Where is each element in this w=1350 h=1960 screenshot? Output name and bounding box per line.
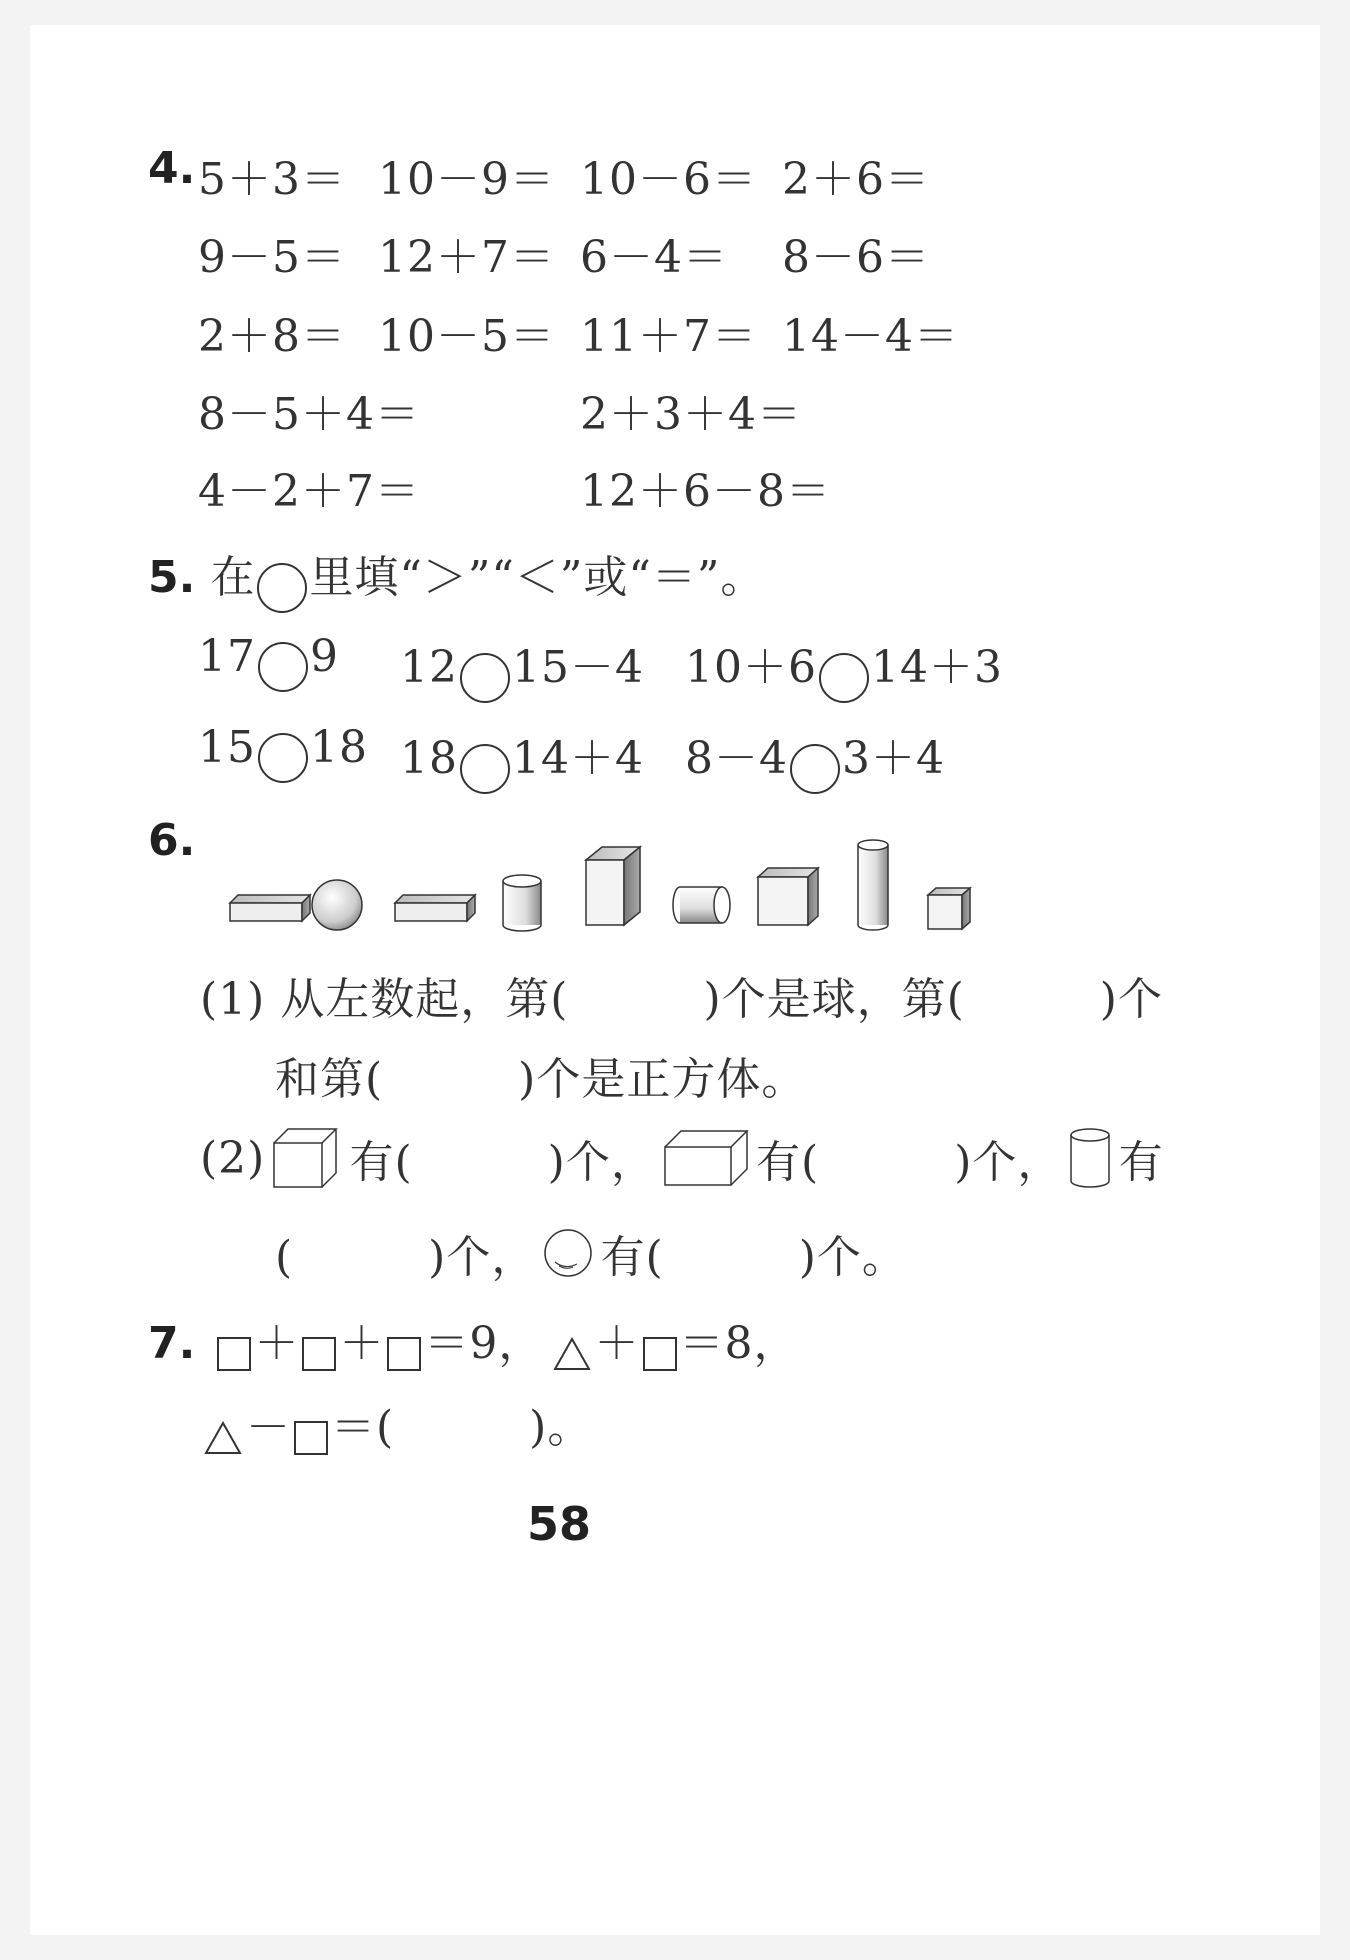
q7-line1 xyxy=(148,1307,799,1372)
q5-comparison-item xyxy=(198,722,368,783)
q6-part2-line2 xyxy=(275,1221,907,1285)
q6-part1-line1: (1) 从左数起，第( )个是球，第( )个 xyxy=(200,974,1163,1025)
cylinder-icon xyxy=(1067,1125,1113,1191)
q4-expression: 2＋8＝ xyxy=(198,311,346,362)
q7-eq9: ＝9， xyxy=(424,1318,544,1369)
cuboid-shape-2 xyxy=(395,895,475,921)
comparison-right: 15－4 xyxy=(512,642,644,693)
q7-eq8: ＝8， xyxy=(679,1318,799,1369)
comparison-left: 18 xyxy=(400,733,458,784)
q7-minus: － xyxy=(246,1402,291,1453)
cylinder-shape-3 xyxy=(858,840,888,930)
q5-comparison-item xyxy=(400,631,644,703)
comparison-left: 10＋6 xyxy=(685,642,817,693)
q7-plus-2: ＋ xyxy=(339,1318,385,1369)
q6-part2-cylinder-label: 有 xyxy=(1118,1137,1164,1188)
q6-part2-label: (2) xyxy=(200,1132,266,1184)
comparison-circle-icon[interactable] xyxy=(258,642,308,692)
comparison-right: 3＋4 xyxy=(842,733,945,784)
q7-plus-3: ＋ xyxy=(594,1318,640,1369)
q4-expression: 11＋7＝ xyxy=(580,311,757,362)
q5-comparison-item xyxy=(198,631,339,692)
q4-expression: 6－4＝ xyxy=(580,232,728,283)
sphere-shape xyxy=(312,880,362,930)
sphere-icon xyxy=(541,1226,595,1280)
comparison-left: 17 xyxy=(198,631,256,682)
cuboid-shape-1 xyxy=(230,895,310,921)
comparison-left: 15 xyxy=(198,722,256,773)
q6-solid-shapes-row xyxy=(190,795,1220,945)
comparison-circle-icon[interactable] xyxy=(460,744,510,794)
q6-part1-line2: 和第( )个是正方体。 xyxy=(275,1054,807,1105)
q6-part2-sphere-count: 有( )个。 xyxy=(600,1232,907,1283)
q4-mixed-expression: 2＋3＋4＝ xyxy=(580,389,802,440)
q6-part2-cube-count: 有( )个， xyxy=(349,1137,656,1188)
cube-icon xyxy=(270,1125,344,1191)
q4-expression: 12＋7＝ xyxy=(378,232,555,283)
q4-expression: 2＋6＝ xyxy=(782,154,930,205)
square-icon xyxy=(302,1337,336,1371)
q5-comparison-item xyxy=(685,722,945,794)
cylinder-shape-1 xyxy=(503,875,541,931)
q4-number: 4. xyxy=(148,143,196,194)
cube-shape-3 xyxy=(928,888,970,929)
q7-line2 xyxy=(200,1391,592,1456)
q4-expression: 5＋3＝ xyxy=(198,154,346,205)
comparison-circle-icon[interactable] xyxy=(460,653,510,703)
q6-part2-cuboid-count: 有( )个， xyxy=(756,1137,1063,1188)
square-icon xyxy=(294,1421,328,1455)
comparison-right: 14＋3 xyxy=(870,642,1003,693)
page-number: 58 xyxy=(527,1497,592,1551)
q6-part2-line1 xyxy=(200,1125,1164,1191)
q4-expression: 14－4＝ xyxy=(782,311,959,362)
comparison-circle-icon xyxy=(257,563,307,613)
q5-comparison-item xyxy=(685,631,1003,703)
q7-plus-1: ＋ xyxy=(254,1318,300,1369)
q6-number: 6. xyxy=(148,815,196,866)
q7-number: 7. xyxy=(148,1318,196,1369)
comparison-circle-icon[interactable] xyxy=(819,653,869,703)
comparison-right: 18 xyxy=(310,722,368,773)
comparison-right: 9 xyxy=(310,631,339,682)
q4-mixed-expression: 8－5＋4＝ xyxy=(198,389,420,440)
q5-instruction-b: 里填“＞”“＜”或“＝”。 xyxy=(309,552,766,603)
q4-expression: 8－6＝ xyxy=(782,232,930,283)
q5-comparison-item xyxy=(400,722,644,794)
square-icon xyxy=(217,1337,251,1371)
comparison-circle-icon[interactable] xyxy=(258,733,308,783)
q4-mixed-expression: 12＋6－8＝ xyxy=(580,466,831,517)
cuboid-icon xyxy=(661,1125,751,1191)
q6-part2-cylinder-count: ( )个， xyxy=(275,1232,537,1283)
comparison-left: 12 xyxy=(400,642,458,693)
square-icon xyxy=(387,1337,421,1371)
comparison-right: 14＋4 xyxy=(512,733,644,784)
q4-expression: 9－5＝ xyxy=(198,232,346,283)
worksheet-page xyxy=(30,25,1320,1935)
q5-number: 5. xyxy=(148,552,196,603)
q5-instruction-a: 在 xyxy=(210,552,256,603)
q5-header xyxy=(148,541,765,613)
q4-expression: 10－9＝ xyxy=(378,154,555,205)
cube-shape-1 xyxy=(586,847,640,925)
comparison-left: 8－4 xyxy=(685,733,788,784)
cube-shape-2 xyxy=(758,868,818,925)
q4-expression: 10－6＝ xyxy=(580,154,757,205)
square-icon xyxy=(643,1337,677,1371)
triangle-icon xyxy=(552,1336,592,1372)
comparison-circle-icon[interactable] xyxy=(790,744,840,794)
q7-answer-blank: ＝( )。 xyxy=(331,1402,593,1453)
q4-expression: 10－5＝ xyxy=(378,311,555,362)
q4-mixed-expression: 4－2＋7＝ xyxy=(198,466,420,517)
cylinder-shape-2 xyxy=(673,887,730,923)
triangle-icon xyxy=(203,1420,243,1456)
